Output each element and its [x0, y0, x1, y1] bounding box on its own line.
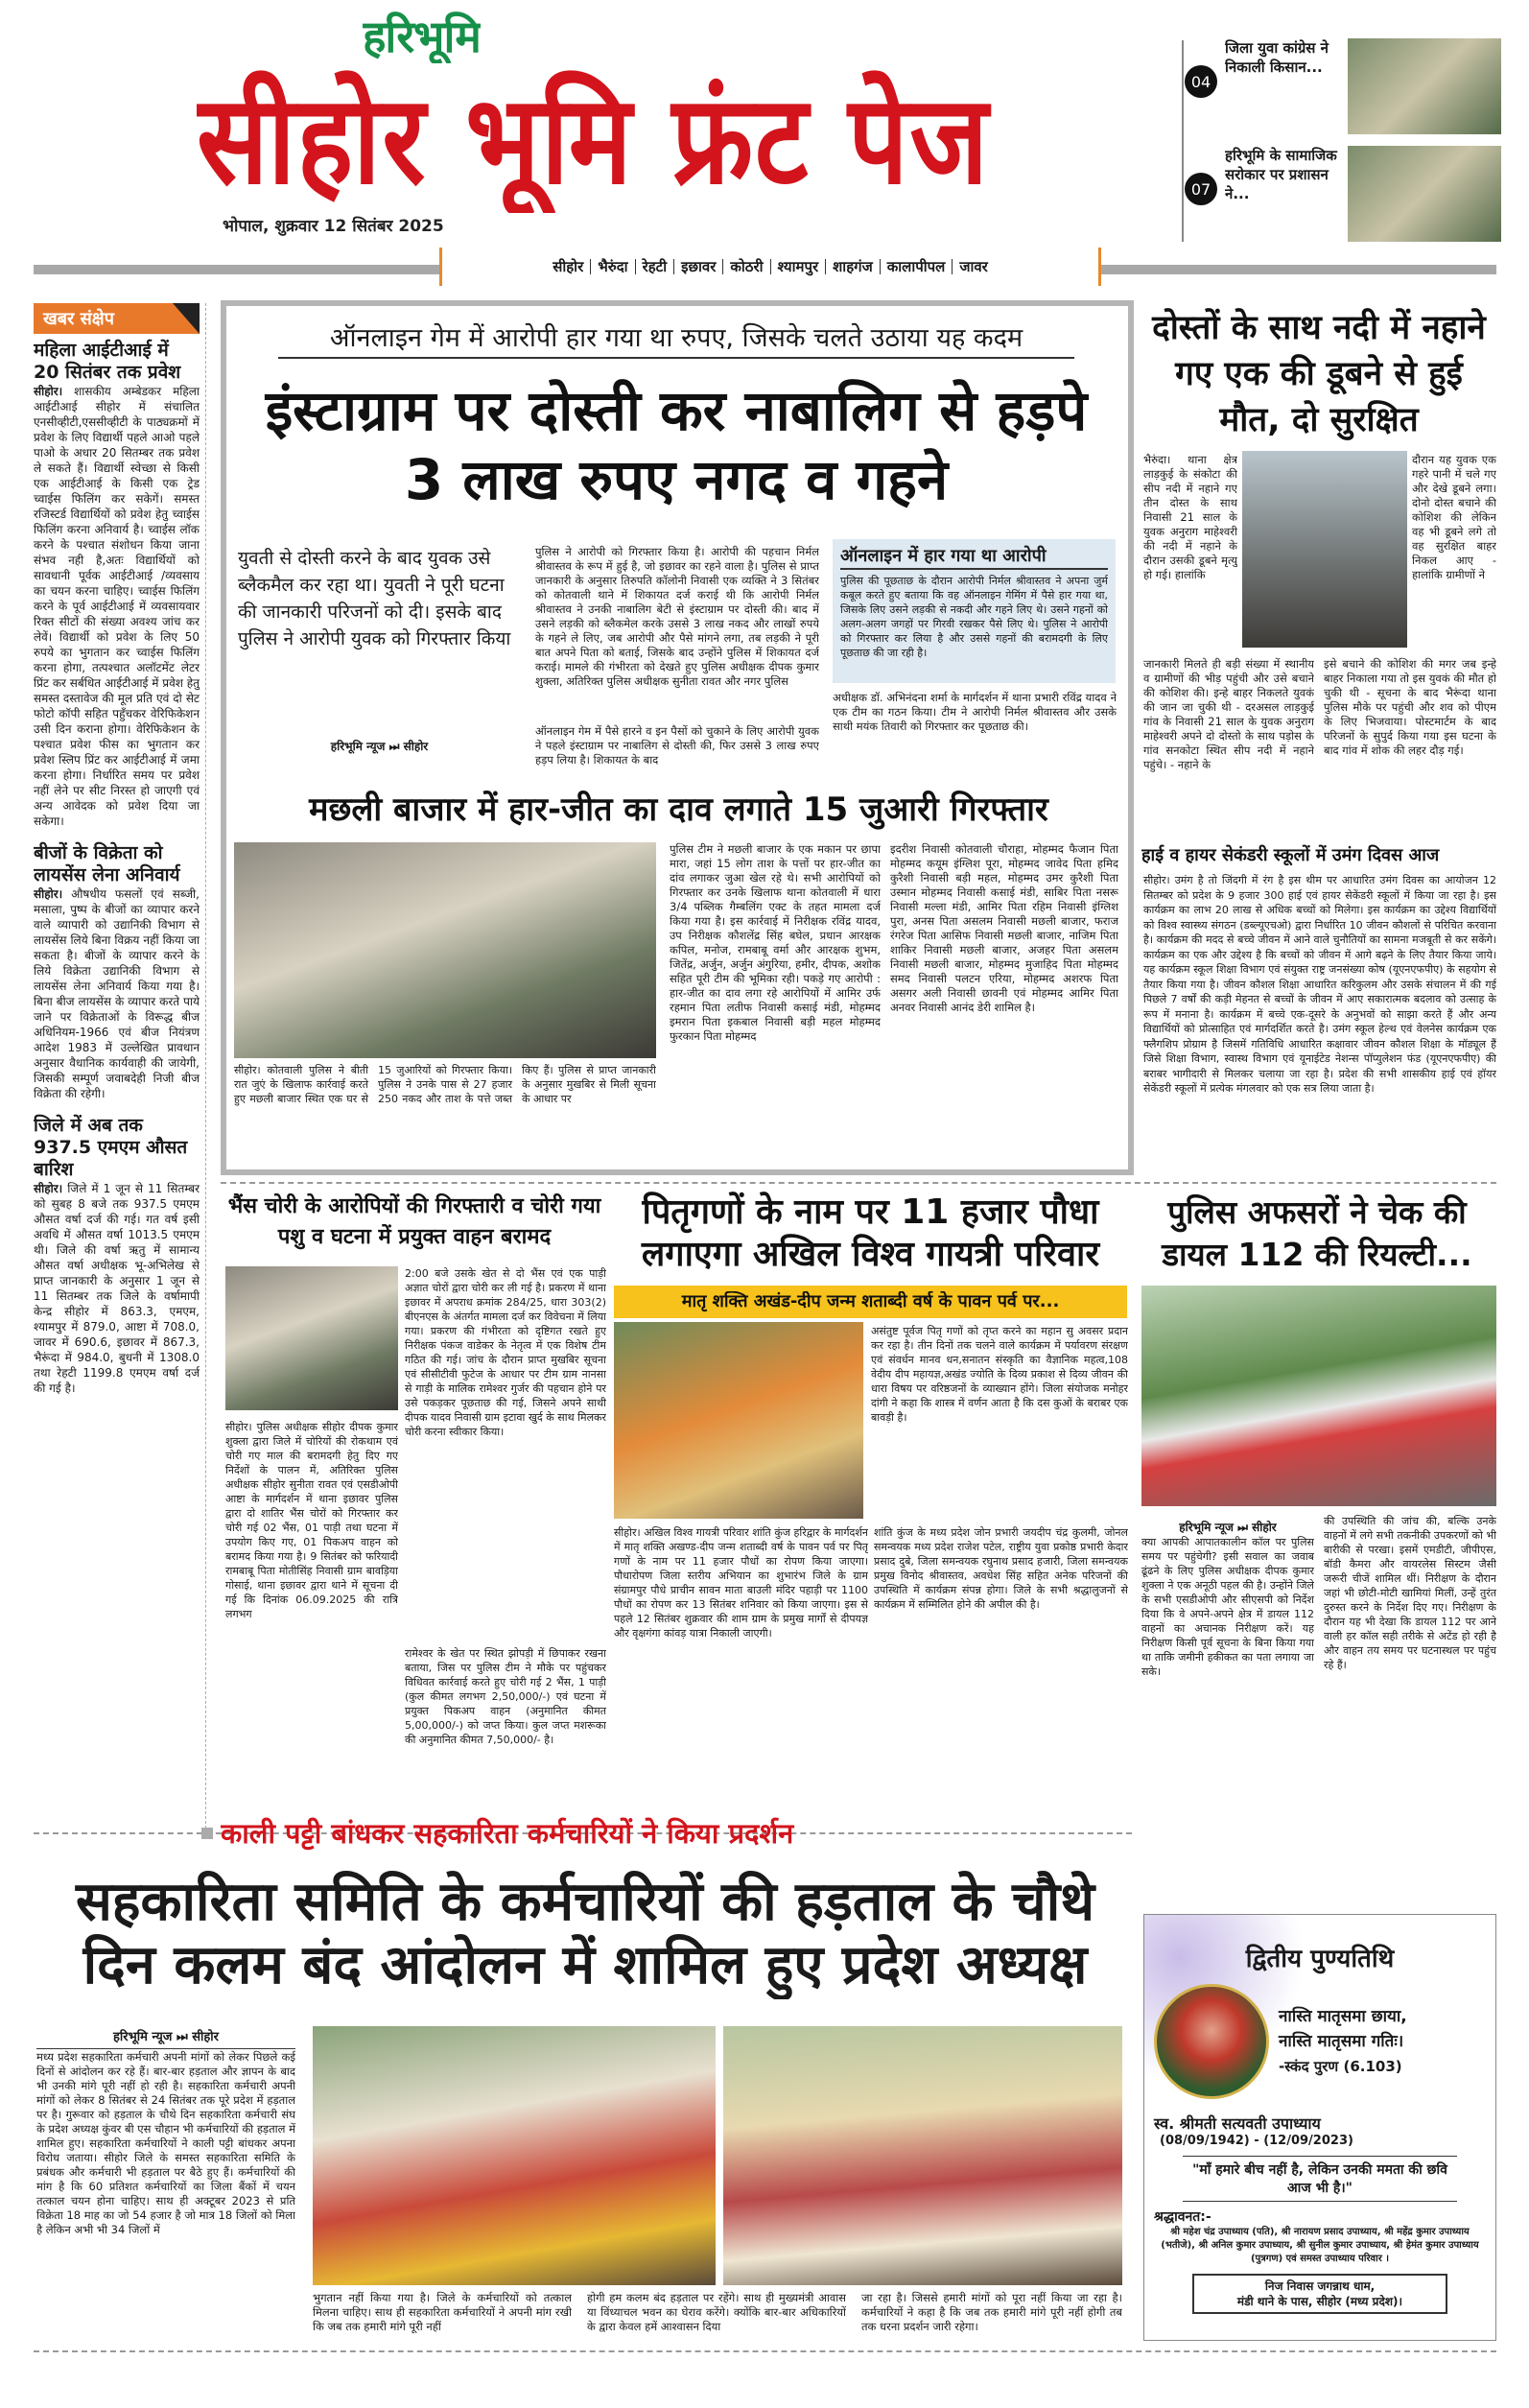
lead-intro: ऑनलाइन गेम में पैसे हारने व इन पैसों को चुकाने के लिए आरोपी युवक ने पहले इंस्टाग्राम पर नाबालिग से दोस्ती की, फिर उससे 3 लाख रुपए हड़प लिया है। शिकायत के बाद: [535, 724, 819, 767]
page-title: सीहोर भूमि फ्रंट पेज: [197, 69, 990, 212]
cooperative-body-3: होगी हम कलम बंद हड़ताल पर रहेंगे। साथ ही मुख्यमंत्री आवास या विंध्याचल भवन का घेराव करेंगे। क्योंकि बार-बार अधिकारियों के द्वारा केवल हमें आश्वासन दिया: [587, 2291, 846, 2333]
fish-market-photo: [234, 842, 656, 1058]
verse-source: -स्कंद पुरण (6.103): [1279, 2058, 1402, 2075]
brief-body: जिले में 1 जून से 11 सितम्बर को सुबह 8 बजे तक 937.5 एमएम औसत वर्षा दर्ज की गई। गत वर्ष इसी अवधि में औसत वर्षा 1013.5 एमएम थी। जिले की वर्षा ऋतु में सामान्य औसत वर्षा अधीक्षक भू-अभिलेख से प्राप्त जानकारी के अनुसार 1 जून से 11 सितम्बर तक जिले के वर्षामापी केन्द्र सीहोर में 863.3, एमएम, श्यामपुर में 879.0, आष्टा में 708.0, जावर में 690.6, इछावर में 867.3, भैरूंदा में 984.0, बुधनी में 1308.0 तथा रेहटी 1199.8 एमएम वर्षा दर्ज की गई है।: [34, 1182, 200, 1395]
byline: हरिभूमि न्यूज ⏭ सीहोर: [36, 2030, 295, 2049]
fish-body-1: पुलिस टीम ने मछली बाजार के एक मकान पर छापा मारा, जहां 15 लोग ताश के पत्तों पर हार-जीत का दांव लगाकर जुआ खेल रहे थे। सभी आरोपियों को गिरफ्तार कर उनके खिलाफ थाना कोतवाली में धारा 3/4 पब्लिक गैम्बलिंग एक्ट के तहत मामला दर्ज किया गया है। इस कार्रवाई में निरीक्षक रविंद्र यादव, उप निरीक्षक कौशलेंद्र सिंह बघेल, प्रधान आरक्षक कपिल, मनोज, रामबाबू वर्मा और आरक्षक शुभम, जितेंद्र, अर्जुन, अर्जुन अंगुरिया, हमीर, दीपक, अशोक सहित पूरी टीम की भूमिका रही। पकड़े गए आरोपी : हार-जीत का दाव लगा रहे आरोपियों में आमिर उर्फ रहमान पिता लतीफ निवासी कसाई मंडी, मोहम्मद इमरान पिता इकबाल निवासी बड़ी महल मोहम्मद फुरकान पिता मोहम्मद: [670, 842, 881, 1043]
gayatri-body-1: सीहोर। अखिल विश्व गायत्री परिवार शांति कुंज हरिद्वार के मार्गदर्शन में मातृ शक्ति अखण्ड-दीप जन्म शताब्दी वर्ष के पावन पर्व पर पितृ गणों के नाम पर 11 हजार पौधों का रोपण किया जाएगा। पौधारोपण जिला स्तरीय अभियान का शुभारंभ जिले के ग्राम संग्रामपुर पौधे प्राचीन सावन माता बाउली मंदिर पहाड़ी पर 1100 पौधों का रोपण कर 13 सितंबर शनिवार को किया जाएगा। इस से पहले 12 सितंबर शुक्रवार की शाम ग्राम के प्रमुख मार्गों से दीपयज्ञ और वृक्षगंगा कांवड़ यात्रा निकाली जाएगी।: [614, 1526, 868, 1640]
nav-item[interactable]: इछावर: [674, 259, 723, 274]
brief-headline: बीजों के विक्रेता को लायसेंस लेना अनिवार्य: [34, 842, 180, 885]
fish-body-2: इदरीश निवासी कोतवाली चौराहा, मोहम्मद फैजान पिता मोहम्मद कयूम इंग्लिश पूरा, मोहम्मद जावेद पिता हमिद कुरैशी निवासी बड़ी महल, मोहम्मद उमर कुरैशी पिता उस्मान मोहम्मद निवासी कसाई मंडी, साबिर पिता नसरू निवासी मल्ला मंडी, आमिर पिता रहिम निवासी इंग्लिश पुरा, अनस पिता असलम निवासी मछली बाजार, फराज रंगरेज पिता आसिफ निवासी मछली बाजार, नाजिम पिता शाकिर निवासी मछली बाजार, अजहर पिता असलम निवासी मछली बाजार, मोहम्मद मुजाहिद पिता मोहम्मद समद निवासी पलटन एरिया, मोहम्मद अशरफ पिता असगर अली निवासी छावनी एवं मोहम्मद आमिर पिता अनवर निवासी आनंद डेरी शामिल है।: [890, 842, 1118, 1014]
lead-deck: [238, 545, 521, 754]
obituary-title: द्वितीय पुण्यतिथि: [1245, 1945, 1395, 1973]
gayatri-side-body: असंतुष्ट पूर्वज पितृ गणों को तृप्त करने का महान सु अवसर प्रदान कर रहा है। तीन दिनों तक चलने वाले कार्यक्रम में पर्यावरण संरक्षण एवं संवर्धन मानव धन,सनातन संस्कृति का वैज्ञानिक महत्व,108 वेदीय दीप महायज्ञ,अखंड ज्योति के दिव्य प्रकाश से दिव्य जीवन की धारा विषय पर वरिष्ठजनों के व्याख्यान होंगे। जिला संयोजक मनोहर दांगी ने कहा कि शास्त्र में वर्णन आता है कि दस कुओं के बराबर एक बावड़ी है।: [871, 1325, 1128, 1424]
lead-kicker: ऑनलाइन गेम में आरोपी हार गया था रुपए, जिसके चलते उठाया यह कदम: [278, 322, 1074, 359]
drowning-headline: दोस्तों के साथ नदी में नहाने गए एक की डूबने से हुई मौत, दो सुरक्षित: [1152, 309, 1486, 439]
brief-body: शासकीय अम्बेडकर महिला आईटीआई सीहोर में संचालित एनसीव्हीटी,एससीव्हीटी के पाठ्यक्रमों में प्रवेश के लिए विद्यार्थी पहले आओ पहले पाओ के अधार 20 सितम्बर तक प्रवेश ले सकते हैं। विद्यार्थी स्वेच्छा से किसी एक आईटीआई के किसी एक ट्रेड च्वाईस फिलिंग कर सकेगें। समस्त रजिस्टर्ड विद्यार्थियों को प्रवेश हेतु च्वाईस फिलिंग करना अनिवार्य है। च्वाईस लॉक करने के पश्चात संशोधन किया जाना संभव नही है,अतः विद्यार्थियों को सावधानी पूर्वक आईटीआई /व्यवसाय का चयन करना चाहिए। च्वाईस फिलिंग करने के पूर्व आईटीआई में व्यवसायवार रिक्त सीटों की संख्या अवश्य जांच कर लेवें। विद्यार्थी को प्रवेश के लिए 50 रुपये का भुगतान कर च्वाईस फिलिंग करना होगा, तत्पश्चात अलॉटमेंट लेटर प्रिंट कर सर्बधित आईटीआई में प्रवेश हेतु समस्त दस्तावेज की मूल प्रति एवं दो सेट फोटो कॉपी सहित पहुँचकर वेरिफिकेशन उसी दिन कराना होगा। वेरिफिकेशन के पश्चात प्रवेश फीस का भुगतान कर प्रवेश स्लिप प्रिंट कर आईटीआई में जमा करना होगा। निर्धारित समय पर प्रवेश नहीं लेने पर सीट निरस्त हो जाएगी एवं अन्य आवेदक को प्रवेश दिया जा सकेगा।: [34, 385, 200, 828]
dial112-body-2: की उपस्थिति की जांच की, बल्कि उनके वाहनों में लगे सभी तकनीकी उपकरणों को भी बारीकी से परखा। इसमें एमडीटी, जीपीएस, बॉडी कैमरा और वायरलेस सिस्टम जैसी जरूरी चीजें शामिल थीं। निरीक्षण के दौरान जहां भी छोटी-मोटी खामियां मिलीं, उन्हें तुरंत दुरुस्त करने के निर्देश दिए गए। निरीक्षण के दौरान यह भी देखा कि डायल 112 पर आने वाली हर कॉल सही तरीके से अटेंड हो रही है और वाहन तय समय पर घटनास्थल पर पहुंच रहे हैं।: [1324, 1515, 1496, 1671]
buffalo-side-body: 2:00 बजे उसके खेत से दो भैंस एवं एक पाड़ी अज्ञात चोरों द्वारा चोरी कर ली गई है। प्रकरण में थाना इछावर में अपराध क्रमांक 284/25, धारा 303(2) बीएनएस के अंतर्गत मामला दर्ज कर विवेचना में लिया गया। प्रकरण की गंभीरता को दृष्टिगत रखते हुए निरीक्षक पंकज वाडेकर के नेतृत्व में एक विशेष टीम गठित की गई। जांच के दौरान प्राप्त मुखबिर सूचना एवं सीसीटीवी फुटेज के आधार पर टीम ग्राम नानसा से गाड़ी के मालिक रामेश्वर गुर्जर की पहचान होने पर उसे पकड़कर पूछताछ की गई, जिसने अपने साथी दीपक यादव निवासी ग्राम इटावा खुर्द के साथ मिलकर चोरी करना स्वीकार किया।: [405, 1267, 606, 1438]
dial112-headline: पुलिस अफसरों ने चेक की डायल 112 की रियल्टी...: [1162, 1193, 1472, 1273]
umang-headline: हाई व हायर सेकंडरी स्कूलों में उमंग दिवस आज: [1141, 845, 1440, 865]
sidebar-title: ऑनलाइन में हार गया था आरोपी: [840, 545, 1108, 570]
cooperative-body-4: जा रहा है। जिससे हमारी मांगों को पूरा नहीं किया जा रहा है। कर्मचारियों ने कहा है कि जब तक हमारी मांगे पूरी नहीं होगी तब तक धरना प्रदर्शन जारी रहेगा।: [861, 2291, 1122, 2333]
memorial-quote: "माँ हमारे बीच नहीं है, लेकिन उनकी ममता की छवि आज भी है।": [1192, 2162, 1447, 2196]
lead-body-1: पुलिस ने आरोपी को गिरफ्तार किया है। आरोपी की पहचान निर्मल श्रीवास्तव के रूप में हुई है, जो इछावर का रहने वाला है। पुलिस से प्राप्त जानकारी के अनुसार तिरुपति कॉलोनी निवासी एक व्यक्ति ने 3 सितंबर को कोतवाली थाने में शिकायत दर्ज कराई थी कि आरोपी निर्मल श्रीवास्तव ने उनकी नाबालिग बेटी से इंस्टाग्राम पर दोस्ती की। बाद में उसने लड़की को ब्लैकमेल करके उससे 3 लाख नकद और लाखों रुपये के गहने ले लिए, जब आरोपी और पैसे मांगने लगा, तब लड़की ने पूरी बात अपने पिता को बताई, जिसके बाद उन्होंने पुलिस में शिकायत दर्ज कराई। मामले की गंभीरता को देखते हुए पुलिस अधीक्षक दीपक कुमार शुक्ला, अतिरिक्त पुलिस अधीक्षक सुनीता रावत और नगर पुलिस: [535, 545, 819, 688]
dial112-body-1: क्या आपकी आपातकालीन कॉल पर पुलिस समय पर पहुंचेगी? इसी सवाल का जवाब ढूंढने के लिए पुलिस अधीक्षक दीपक कुमार शुक्ला ने एक अनूठी पहल की है। उन्होंने जिले के सभी एसडीओपी और सीएसपी को निर्देश दिया कि वे अपने-अपने क्षेत्र में डायल 112 वाहनों का अचानक निरीक्षण करें। यह निरीक्षण किसी पूर्व सूचना के बिना किया गया था ताकि जमीनी हकीकत का पता लगाया जा सके।: [1141, 1536, 1314, 1678]
nav-item[interactable]: कालापीपल: [881, 259, 953, 274]
kicker-marker: [201, 1828, 213, 1839]
dateline-place: सीहोर।: [34, 887, 63, 901]
gayatri-headline: पितृगणों के नाम पर 11 हजार पौधा लगाएगा अखिल विश्व गायत्री परिवार: [641, 1192, 1100, 1274]
dateline-place: सीहोर।: [34, 1182, 63, 1195]
verse-line-2: नास्ति मातृसमा गतिः।: [1279, 2032, 1404, 2051]
cooperative-body-1: मध्य प्रदेश सहकारिता कर्मचारी अपनी मांगों को लेकर पिछले कई दिनों से आंदोलन कर रहे हैं। बार-बार हड़ताल और ज्ञापन के बाद भी उनकी मांगे पूरी नहीं हो रही है। सहकारिता कर्मचारी अपनी मांगों को लेकर 8 सितंबर से 24 सितंबर तक पूरे प्रदेश में हड़ताल पर है। गुरूवार को हड़ताल के चौथे दिन सहकारिता कर्मचारी संघ के प्रदेश अध्यक्ष कुंवर बी एस चौहान भी कर्मचारियों की हड़ताल में शामिल हुए। सहकारिता कर्मचारियों ने काली पट्टी बांधकर अपना विरोध जताया। सीहोर जिले के समस्त सहकारिता समिति के प्रबंधक और कर्मचारी भी हड़ताल पर बैठे हुए हैं। कर्मचारियों की मांग है कि 60 प्रतिशत कर्मचारियों का जिला बैंकों में चयन तत्काल चयन होना चाहिए। साथ ही अक्टूबर 2023 से प्रति विक्रेता 18 माह का जो 54 हजार है जो मात्र 18 जिलों को मिला है लेकिन अभी भी 34 जिलों में: [36, 2050, 295, 2236]
fish-market-headline: मछली बाजार में हार-जीत का दाव लगाते 15 जुआरी गिरफ्तार: [309, 791, 1048, 829]
fish-caption: सीहोर। कोतवाली पुलिस ने बीती रात जुएं के खिलाफ कार्रवाई करते हुए मछली बाजार स्थित एक घर से 15 जुआरियों को गिरफ्तार किया। पुलिस ने उनके पास से 27 हजार 250 नकद और ताश के पत्ते जब्त किए हैं। पुलिस से प्राप्त जानकारी के अनुसार मुखबिर से मिली सूचना के आधार पर: [234, 1064, 656, 1105]
teaser-page-07[interactable]: [1185, 146, 1501, 242]
brief-body: औषधीय फसलों एवं सब्जी, मसाला, पुष्प के बीजों का व्यापार करने वाले व्यापारी को उद्यानिकी विभाग से लायसेंस लिये बिना विक्रय नहीं किया जा सकता है। बीजों के व्यापार करने के लिये विक्रेता उद्यानिकी विभाग से लायसेंस लेना अनिवार्य किया गया है। बिना बीज लायसेंस के व्यापार करते पाये जाने पर विक्रेताओं के विरूद्ध बीज अधिनियम-1966 एवं बीज नियंत्रण आदेश 1983 में उल्लेखित प्रावधान अनुसार वैधानिक कार्यवाही की जायेगी, जिसकी सम्पूर्ण जवाबदेही निजी बीज विक्रेता की रहेगी।: [34, 887, 200, 1100]
sidebar-body: पुलिस की पूछताछ के दौरान आरोपी निर्मल श्रीवास्तव ने अपना जुर्म कबूल करते हुए बताया कि वह ऑनलाइन गेमिंग में पैसे हार गया था, जिसके लिए उसने लड़की से नकदी और गहने लिए थे। उसने गहनों को अलग-अलग जगहों पर गिरवी रखकर पैसे लिए थे। पुलिस ने आरोपी को गिरफ्तार कर लिया है और उससे गहनों की बरामदगी के लिए पूछताछ की जा रही है।: [840, 575, 1108, 659]
nav-item[interactable]: श्यामपुर: [771, 259, 827, 274]
teaser-text: हरिभूमि के सामाजिक सरोकार पर प्रशासन ने...: [1225, 147, 1337, 202]
gayatri-body-2: शांति कुंज के मध्य प्रदेश जोन प्रभारी जयदीप चंद्र कुलमी, जोनल समन्वयक मध्य प्रदेश राजेश पटेल, राष्ट्रीय युवा प्रकोष्ठ प्रभारी केदार प्रसाद दुबे, जिला समन्वयक रघुनाथ प्रसाद हजारी, जिला समन्वयक प्रमुख विनोद श्रीवास्तव, अवधेश सिंह सहित अनेक परिजनों की उपस्थिति में कार्यक्रम संपन्न होगा। जिले के सभी श्रद्धालुजनों से कार्यक्रम में सम्मिलित होने की अपील की है।: [874, 1526, 1128, 1611]
brief-headline: महिला आईटीआई में 20 सितंबर तक प्रवेश: [34, 340, 181, 383]
page-bottom-rule: [34, 2350, 1496, 2352]
teaser-page-04[interactable]: [1185, 38, 1501, 134]
buffalo-body-1: सीहोर। पुलिस अधीक्षक सीहोर दीपक कुमार शुक्ला द्वारा जिले में चोरियों की रोकथाम एवं चोरी गए माल की बरामदगी हेतु दिए गए निर्देशों के पालन में, अतिरिक्त पुलिस अधीक्षक सीहोर सुनीता रावत एवं एसडीओपी आष्टा के मार्गदर्शन में थाना इछावर पुलिस द्वारा दो शातिर भैंस चोरों को गिरफ्तार कर चोरी गई 02 भैंस, 01 पाड़ी तथा घटना में उपयोग किए गए, 01 पिकअप वाहन को बरामद किया गया है। 9 सितंबर को फरियादी रामबाबू पिता मोतीसिंह निवासी ग्राम बावड़िया गोसाई, थाना इछावर द्वारा थाने में सूचना दी गई कि दिनांक 06.09.2025 की रात्रि लगभग: [225, 1421, 398, 1620]
teaser-photo: [1348, 146, 1501, 242]
byline: हरिभूमि न्यूज ⏭ सीहोर: [330, 740, 429, 753]
gayatri-banner-text: मातृ शक्ति अखंड-दीप जन्म शताब्दी वर्ष के पावन पर्व पर...: [681, 1291, 1060, 1311]
nav-item[interactable]: कोठरी: [723, 259, 770, 274]
news-briefs-column: [34, 303, 206, 1829]
buffalo-theft-headline: भैंस चोरी के आरोपियों की गिरफ्तारी व चोरी गया पशु व घटना में प्रयुक्त वाहन बरामद: [227, 1194, 601, 1249]
page-number-badge: 04: [1185, 65, 1217, 98]
nav-item[interactable]: रेहटी: [636, 259, 675, 274]
brief-headline: जिले में अब तक 937.5 एमएम औसत बारिश: [34, 1115, 188, 1180]
drowning-body-3: जानकारी मिलते ही बड़ी संख्या में स्थानीय व ग्रामीणों की भीड़ पहुंची और उसे बचाने की कोशिश की। इन्हे बाहर निकलते युवकं की जान जा चुकी थी - दरअसल लाड़कुई गांव के निवासी 21 साल के युवक अनुराग माहेश्वरी अपने दो दोस्तो के साथ पड़ोस के गांव सनकोटा स्थित सीप नदी में नहाने पहुंचे। - नहाने के: [1143, 657, 1314, 771]
page-number-badge: 07: [1185, 173, 1217, 205]
drowning-body-right: दौरान यह युवक एक गहरे पानी में चले गए और देखे डूबने लगा। दोनो दोस्त बचाने की कोशिश की लेकिन वह भी डूबने लगे तो वह सुरक्षित बाहर निकल आए - हालांकि ग्रामीणों ने: [1412, 453, 1496, 581]
cooperative-body-2: भुगतान नहीं किया गया है। जिले के कर्मचारियों को तत्काल मिलना चाहिए। साथ ही सहकारिता कर्मचारियों ने अपनी मांग रखी कि जब तक हमारी मांगे पूरी नहीं: [313, 2291, 572, 2333]
dial112-vehicle-photo: [1141, 1286, 1496, 1506]
lead-body-2: अधीक्षक डॉ. अभिनंदना शर्मा के मार्गदर्शन में थाना प्रभारी रविंद्र यादव ने एक टीम का गठन किया। टीम ने आरोपी निर्मल श्रीवास्तव और उसके साथी मयंक तिवारी को गिरफ्तार कर पूछताछ की।: [833, 691, 1117, 733]
haribhoomi-logo: हरिभूमि: [363, 11, 481, 62]
teaser-text: जिला युवा कांग्रेस ने निकाली किसान...: [1225, 39, 1329, 76]
gayatri-banner: [614, 1286, 1127, 1318]
city-nav: [439, 248, 1101, 286]
briefs-tag: खबर संक्षेप: [34, 303, 200, 334]
teaser-divider: [1182, 40, 1184, 242]
nav-item[interactable]: जावर: [959, 258, 988, 275]
nav-item[interactable]: सीहोर: [546, 259, 591, 274]
dateline: भोपाल, शुक्रवार 12 सितंबर 2025: [223, 217, 444, 236]
lead-sidebar-box: [833, 539, 1116, 683]
victim-photo: [1242, 451, 1407, 648]
police-team-photo: [225, 1266, 398, 1410]
gayatri-photo: [614, 1322, 863, 1519]
life-dates: (08/09/1942) - (12/09/2023): [1160, 2134, 1353, 2148]
address-line-1: निज निवास जगन्नाथ धाम,: [1264, 2279, 1376, 2293]
byline: हरिभूमि न्यूज ⏭ सीहोर: [1179, 1521, 1277, 1534]
lead-deck-text: युवती से दोस्ती करने के बाद युवक उसे ब्लैकमैल कर रहा था। युवती ने पूरी घटना की जानकारी परिजनों को दी। इसके बाद पुलिस ने आरोपी युवक को गिरफ्तार किया: [238, 548, 511, 649]
verse-line-1: नास्ति मातृसमा छाया,: [1279, 2007, 1407, 2026]
lead-headline: इंस्टाग्राम पर दोस्ती कर नाबालिग से हड़पे 3 लाख रुपए नगद व गहने: [265, 378, 1088, 512]
portrait-photo: [1154, 1984, 1269, 2099]
umang-body: सीहोर। उमंग है तो जिंदगी में रंग है इस थीम पर आधारित उमंग दिवस का आयोजन 12 सितम्बर को प्रदेश के 9 हजार 300 हाई एवं हायर सेकेंडरी स्कूलों में किया जा रहा है। इस कार्यक्रम का लाभ 20 लाख से अधिक बच्चों को मिलेगा। इस कार्यक्रम का उद्देश्य विद्यार्थियों को विश्व स्वास्थ्य संगठन (डब्ल्यूएचओ) द्वारा निर्धारित 10 जीवन कौशलों से परिचित करवाना है। कार्यक्रम की मदद से बच्चे जीवन में आने वाले चुनौतियों का सामना मजबूती से कर सकेंगे। कार्यक्रम का एक और उद्देश्य है कि बच्चों को जीवन में आगे बढ़ने के लिए तैयार किया जाये। यह कार्यक्रम स्कूल शिक्षा विभाग एवं संयुक्त राष्ट्र जनसंख्या कोष (यूएनएफपीए) के सहयोग से तैयार किया गया है। जीवन कौशल शिक्षा आधारित करिकुलम और उसके संचालन में की गई पिछले 7 वर्षों की कड़ी मेहनत से बच्चों के जीवन में आए सकारात्मक बदलाव को उत्साह के रूप में मनाना है। कार्यक्रम में बच्चे एक-दूसरे के अनुभवों को साझा करते हैं और अन्य विद्यार्थियों को प्रोत्साहित एवं मार्गदर्शित करते है। उमंग स्कूल हेल्थ एवं वेलनेस कार्यक्रम एक फ्लैगशिप प्रोग्राम है जिसमें गतिविधि आधारित कक्षावार जीवन कौशल शिक्षा के मॉड्यूल हैं जिसे शिक्षा विभाग, स्वास्थ विभाग एवं यूनाईटेड नेशन्स पॉप्युलेशन फंड (यूएनएफपीए) की बराबर भागीदारी से मिलकर चलाया जा रहा है। प्रदेश की सभी शासकीय हाई एवं हॉयर सेकेंडरी स्कूलों में प्रत्येक मंगलवार को एक सत्र लिया जाता है।: [1143, 874, 1496, 1095]
drowning-body-left: भैरुंदा। थाना क्षेत्र लाड़कुई के संकोटा की सीप नदी में नहाने गए तीन दोस्त के साथ निवासी 21 साल के युवक अनुराग माहेश्वरी की नदी में नहाने के दौरान उसकी डूबने मृत्यु हो गई। हालांकि: [1143, 453, 1237, 581]
divider: [221, 1182, 1496, 1184]
protest-photo-2: [723, 2026, 1122, 2285]
dateline-place: सीहोर।: [34, 385, 63, 398]
drowning-body-4: इसे बचाने की कोशिश की मगर जब इन्हे बाहर निकाला गया तो इस युवकं की मौत हो चुकी थी - सूचना के बाद भैरूंदा थाना पुलिस मौके पर पहुंची और शव को पीएम के लिए भिजवाया। पोस्टमार्टम के बाद परिजनों के सुपुर्द किया गया इस घटना के बाद गांव में शोक की लहर दौड़ गई।: [1324, 657, 1496, 757]
deceased-name: स्व. श्रीमती सत्यवती उपाध्याय: [1154, 2114, 1321, 2133]
teaser-photo: [1348, 38, 1501, 134]
mourners-list: श्री महेश चंद्र उपाध्याय (पति), श्री नारायण प्रसाद उपाध्याय, श्री महेंद्र कुमार उपाध्याय (भतीजे), श्री अनिल कुमार उपाध्याय, श्री सुनील कुमार उपाध्याय, श्री हेमंत कुमार उपाध्याय (पुत्रगण) एवं समस्त उपाध्याय परिवार ।: [1161, 2227, 1479, 2264]
cooperative-headline: सहकारिता समिति के कर्मचारियों की हड़ताल के चौथे दिन कलम बंद आंदोलन में शामिल हुए प्रदेश अध्यक्ष: [75, 1871, 1095, 1996]
buffalo-body-2: रामेश्वर के खेत पर स्थित झोपड़ी में छिपाकर रखना बताया, जिस पर पुलिस टीम ने मौके पर पहुंचकर विधिवत कार्रवाई करते हुए चोरी गई 2 भैंस, 1 पाड़ी (कुल कीमत लगभग 2,50,000/-) एवं घटना में प्रयुक्त पिकअप वाहन (अनुमानित कीमत 5,00,000/-) को जप्त किया। कुल जप्त मशरूका की अनुमानित कीमत 7,50,000/- है।: [405, 1647, 606, 1746]
cooperative-kicker: काली पट्टी बांधकर सहकारिता कर्मचारियों ने किया प्रदर्शन: [221, 1817, 794, 1850]
nav-item[interactable]: भैरुंदा: [591, 259, 635, 274]
protest-photo-1: [313, 2026, 716, 2285]
address-line-2: मंडी थाने के पास, सीहोर (मध्य प्रदेश)।: [1236, 2295, 1403, 2308]
obituary-ad: [1143, 1914, 1496, 2341]
nav-item[interactable]: शाहगंज: [826, 259, 881, 274]
mourners-label: श्रद्धावनत:-: [1154, 2209, 1211, 2225]
